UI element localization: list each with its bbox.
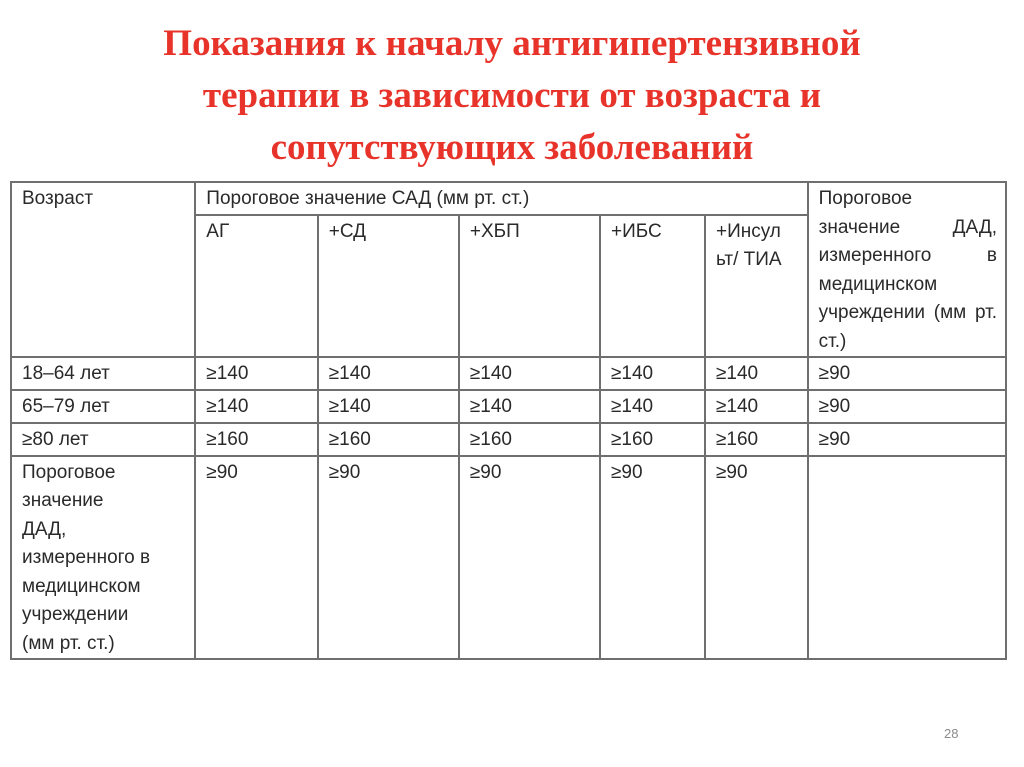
cell-value: ≥90 <box>318 456 459 660</box>
title-line-3: сопутствующих заболеваний <box>270 127 754 168</box>
cell-value: ≥140 <box>318 357 459 390</box>
cell-value: ≥160 <box>195 423 317 456</box>
subheader-ag: АГ <box>195 215 317 357</box>
threshold-table <box>10 181 1007 660</box>
cell-value: ≥90 <box>195 456 317 660</box>
cell-value: ≥140 <box>705 390 808 423</box>
cell-value: ≥140 <box>195 357 317 390</box>
cell-value: ≥160 <box>318 423 459 456</box>
dad-header: Пороговое значение ДАД, измеренного в медицинском учреждении (мм рт. ст.) <box>808 182 1006 357</box>
cell-value: ≥160 <box>600 423 705 456</box>
cell-value: ≥140 <box>459 357 600 390</box>
subheader-stroke: +Инсул ьт/ ТИА <box>705 215 808 357</box>
subheader-sd: +СД <box>318 215 459 357</box>
cell-value: ≥90 <box>808 423 1006 456</box>
cell-value: ≥140 <box>318 390 459 423</box>
cell-value: ≥140 <box>705 357 808 390</box>
row-age: 18–64 лет <box>11 357 195 390</box>
cell-value: ≥160 <box>459 423 600 456</box>
table-row <box>11 423 1006 456</box>
cell-value: ≥140 <box>195 390 317 423</box>
cell-value: ≥90 <box>808 357 1006 390</box>
table-row-dad <box>11 456 1006 660</box>
cell-value: ≥90 <box>705 456 808 660</box>
cell-value: ≥90 <box>808 390 1006 423</box>
row-age: ≥80 лет <box>11 423 195 456</box>
table-row <box>11 390 1006 423</box>
sad-header: Пороговое значение САД (мм рт. ст.) <box>195 182 807 215</box>
cell-value: ≥90 <box>459 456 600 660</box>
slide-title <box>0 18 1024 174</box>
row-age: 65–79 лет <box>11 390 195 423</box>
title-line-1: Показания к началу антигипертензивной <box>163 23 861 64</box>
dad-row-label: Пороговое значение ДАД, измеренного в медицинском учреждении (мм рт. ст.) <box>11 456 195 660</box>
title-line-2: терапии в зависимости от возраста и <box>202 75 822 116</box>
cell-value: ≥90 <box>600 456 705 660</box>
page-number: 28 <box>944 726 959 741</box>
table-header-row <box>11 182 1006 215</box>
cell-value: ≥160 <box>705 423 808 456</box>
cell-value: ≥140 <box>600 357 705 390</box>
age-header: Возраст <box>11 182 195 357</box>
cell-value: ≥140 <box>459 390 600 423</box>
table-row <box>11 357 1006 390</box>
subheader-ibs: +ИБС <box>600 215 705 357</box>
cell-value: ≥140 <box>600 390 705 423</box>
subheader-hbp: +ХБП <box>459 215 600 357</box>
cell-empty <box>808 456 1006 660</box>
